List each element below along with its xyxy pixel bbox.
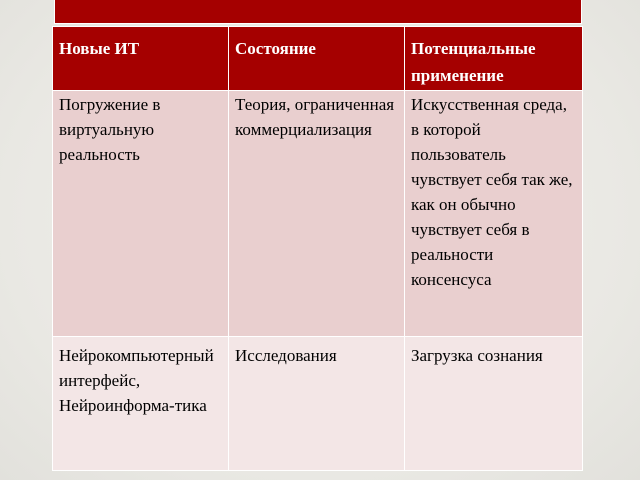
header-status: Состояние (229, 27, 405, 91)
title-bar (54, 0, 582, 24)
new-it-table (52, 26, 583, 471)
cell-application: Загрузка сознания (405, 337, 583, 471)
cell-technology: Нейрокомпьютерный интерфейс, Нейроинформа-тика (53, 337, 229, 471)
header-new-it: Новые ИТ (53, 27, 229, 91)
header-potential-applications: Потенциальные применение (405, 27, 583, 91)
cell-status: Исследования (229, 337, 405, 471)
table-row (53, 337, 583, 471)
table-header-row (53, 27, 583, 91)
table-row (53, 91, 583, 337)
cell-status: Теория, ограниченная коммерциализация (229, 91, 405, 337)
cell-application: Искусственная среда, в которой пользователь чувствует себя так же, как он обычно чувствует себя в реальности консенсуса (405, 91, 583, 337)
cell-technology: Погружение в виртуальную реальность (53, 91, 229, 337)
